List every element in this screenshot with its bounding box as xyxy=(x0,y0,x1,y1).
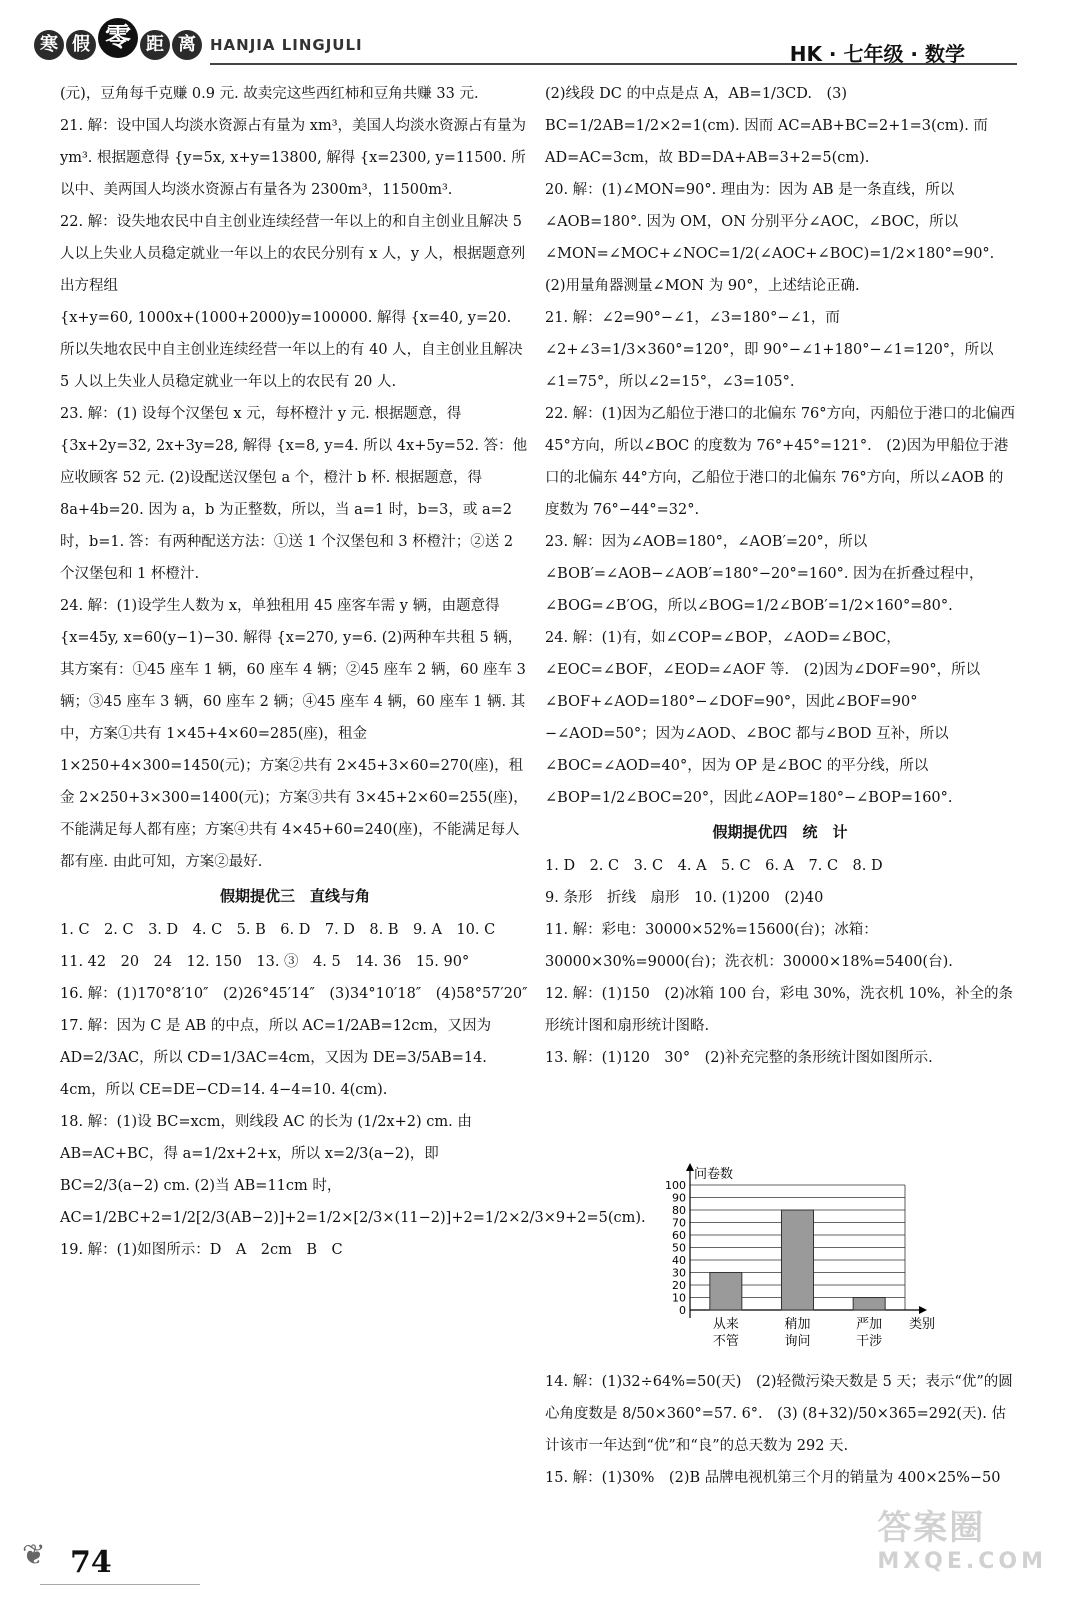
x-axis-arrow xyxy=(919,1306,927,1314)
answer-item: {x+y=60, 1000x+(1000+2000)y=100000. 解得 {x=40, y=20. 所以失地农民中自主创业连续经营一年以上的有 40 人，自主创业且解决 5 人以上失业人员稳定就业一年以上的农民有 20 人. xyxy=(60,310,523,390)
category-label: 干涉 xyxy=(856,1334,883,1349)
answer-item: (2)线段 DC 的中点是点 A，AB=1/3CD. (3) BC=1/2AB=1/2×2=1(cm). 因而 AC=AB+BC=2+1=3(cm). 而 AD=AC=3cm，故 BD=DA+AB=3+2=5(cm). xyxy=(545,86,988,166)
answer-item: 1. D 2. C 3. C 4. A 5. C 6. A 7. C 8. D xyxy=(545,858,883,874)
answer-item: 19. 解：(1)如图所示：D A 2cm B C xyxy=(60,1242,343,1258)
answer-item: 21. 解：设中国人均淡水资源占有量为 xm³，美国人均淡水资源占有量为 ym³. 根据题意得 {y=5x, x+y=13800, 解得 {x=2300, y=11500. 所以中、美两国人均淡水资源占有量各为 2300m³，11500m³. xyxy=(60,118,527,198)
brand-char: 假 xyxy=(66,30,96,60)
brand-char: 距 xyxy=(140,30,170,60)
answer-item: 18. 解：(1)设 BC=xcm，则线段 AC 的长为 (1/2x+2) cm. 由 AB=AC+BC，得 a=1/2x+2+x，所以 x=2/3(a−2)，即 BC=2/3(a−2) cm. (2)当 AB=11cm 时，AC=1/2BC+2=1/2[2/3(AB−2)]+2=1/2×[2/3×(11−2)]+2=1/2×2/3×9+2=5(cm). xyxy=(60,1114,646,1226)
bar xyxy=(710,1273,742,1311)
leaf-decoration-icon: ❦ xyxy=(22,1538,46,1571)
answer-item: 11. 解：彩电：30000×52%=15600(台)；冰箱：30000×30%=9000(台)；洗衣机：30000×18%=5400(台). xyxy=(545,922,953,970)
footer-divider xyxy=(40,1584,200,1585)
right-answer-column xyxy=(545,78,1015,1074)
brand-char: 零 xyxy=(98,18,138,58)
y-axis-label: 问卷数 xyxy=(694,1167,734,1182)
y-tick-label: 100 xyxy=(665,1179,686,1192)
page-header xyxy=(0,0,1077,72)
y-tick-label: 30 xyxy=(672,1266,686,1280)
answer-item: 15. 解：(1)30% (2)B 品牌电视机第三个月的销量为 400×25%−50 xyxy=(545,1470,1001,1486)
category-label: 从来 xyxy=(712,1317,739,1332)
grade-subject-label: HK · 七年级 · 数学 xyxy=(789,42,965,66)
header-divider xyxy=(210,63,1017,65)
watermark-text: 答案圈 xyxy=(877,1508,986,1548)
section-title: 假期提优四 统 计 xyxy=(712,823,848,841)
answer-item: 23. 解：因为∠AOB=180°，∠AOB′=20°，所以∠BOB′=∠AOB−∠AOB′=180°−20°=160°. 因为在折叠过程中，∠BOG=∠B′OG，所以∠BOG=1/2∠BOB′=1/2×160°=80°. xyxy=(545,534,984,614)
answer-item: 21. 解：∠2=90°−∠1，∠3=180°−∠1，而∠2+∠3=1/3×360°=120°，即 90°−∠1+180°−∠1=120°，所以∠1=75°，所以∠2=15°，∠3=105°. xyxy=(545,310,994,390)
category-label: 不管 xyxy=(712,1334,739,1349)
category-label: 严加 xyxy=(856,1317,883,1332)
y-tick-label: 20 xyxy=(672,1279,686,1292)
answer-item: 1. C 2. C 3. D 4. C 5. B 6. D 7. D 8. B 9. A 10. C xyxy=(60,922,496,938)
y-tick-label: 60 xyxy=(672,1229,686,1242)
page-number: 74 xyxy=(70,1545,112,1580)
y-tick-label: 40 xyxy=(672,1254,686,1267)
answer-item: 20. 解：(1)∠MON=90°. 理由为：因为 AB 是一条直线，所以∠AOB=180°. 因为 OM，ON 分别平分∠AOC，∠BOC，所以∠MON=∠MOC+∠NOC=1/2(∠AOC+∠BOC)=1/2×180°=90°. xyxy=(545,182,995,262)
answer-item: 24. 解：(1)有，如∠COP=∠BOP，∠AOD=∠BOC，∠EOC=∠BOF，∠EOD=∠AOF 等. (2)因为∠DOF=90°，所以∠BOF+∠AOD=180°−∠DOF=90°，因此∠BOF=90°−∠AOD=50°；因为∠AOD、∠BOC 都与∠BOD 互补，所以∠BOC=∠AOD=40°，因为 OP 是∠BOC 的平分线，所以∠BOP=1/2∠BOC=20°，因此∠AOP=180°−∠BOP=160°. xyxy=(545,630,981,806)
answer-item: 23. 解：(1) 设每个汉堡包 x 元，每杯橙汁 y 元. 根据题意，得 {3x+2y=32, 2x+3y=28, 解得 {x=8, y=4. 所以 4x+5y=52. 答：他应收顾客 52 元. (2)设配送汉堡包 a 个，橙汁 b 杯. 根据题意，得 8a+4b=20. 因为 a，b 为正整数，所以，当 a=1 时，b=3，或 a=2 时，b=1. 答：有两种配送方法：①送 1 个汉堡包和 3 杯橙汁；②送 2 个汉堡包和 1 杯橙汁. xyxy=(60,406,528,582)
brand-char: 离 xyxy=(172,30,202,60)
y-tick-label: 10 xyxy=(672,1291,686,1305)
answer-item: 22. 解：(1)因为乙船位于港口的北偏东 76°方向，丙船位于港口的北偏西 45°方向，所以∠BOC 的度数为 76°+45°=121°. (2)因为甲船位于港口的北偏东 44°方向，乙船位于港口的北偏东 76°方向，所以∠AOB 的度数为 76°−44°=32°. xyxy=(545,406,1016,518)
bar xyxy=(782,1210,814,1310)
right-answer-column-continued xyxy=(545,1366,1015,1494)
survey-bar-chart xyxy=(640,1160,940,1360)
answer-item: 12. 解：(1)150 (2)冰箱 100 台，彩电 30%，洗衣机 10%，补全的条形统计图和扇形统计图略. xyxy=(545,986,1013,1034)
brand-latin: HANJIA LINGJULI xyxy=(210,36,363,54)
brand-char: 寒 xyxy=(34,30,64,60)
category-label: 询问 xyxy=(784,1334,811,1349)
answer-item: 9. 条形 折线 扇形 10. (1)200 (2)40 xyxy=(545,890,824,906)
answer-item: 17. 解：因为 C 是 AB 的中点，所以 AC=1/2AB=12cm，又因为 AD=2/3AC，所以 CD=1/3AC=4cm，又因为 DE=3/5AB=14. 4cm，所以 CE=DE−CD=14. 4−4=10. 4(cm). xyxy=(60,1018,492,1098)
y-axis-arrow xyxy=(686,1163,694,1171)
answer-item: 13. 解：(1)120 30° (2)补充完整的条形统计图如图所示. xyxy=(545,1050,933,1066)
watermark-url: MXQE.COM xyxy=(877,1549,1047,1574)
bar xyxy=(853,1298,885,1311)
answer-item: 14. 解：(1)32÷64%=50(天) (2)轻微污染天数是 5 天；表示“优”的圆心角度数是 8/50×360°=57. 6°. (3) (8+32)/50×365=292(天). 估计该市一年达到“优”和“良”的总天数为 292 天. xyxy=(545,1374,1013,1454)
answer-item: 24. 解：(1)设学生人数为 x，单独租用 45 座客车需 y 辆，由题意得 {x=45y, x=60(y−1)−30. 解得 {x=270, y=6. (2)两种车共租 5 辆，其方案有：①45 座车 1 辆，60 座车 4 辆；②45 座车 2 辆，60 座车 3 辆；③45 座车 3 辆，60 座车 2 辆；④45 座车 4 辆，60 座车 1 辆. 其中，方案①共有 1×45+4×60=285(座)，租金 1×250+4×300=1450(元)；方案②共有 2×45+3×60=270(座)，租金 2×250+3×300=1400(元)；方案③共有 3×45+2×60=255(座)，不能满足每人都有座；方案④共有 4×45+60=240(座)，不能满足每人都有座. 由此可知，方案②最好. xyxy=(60,598,528,870)
y-tick-label: 50 xyxy=(672,1241,686,1255)
watermark xyxy=(877,1500,1047,1574)
answer-item: 22. 解：设失地农民中自主创业连续经营一年以上的和自主创业且解决 5 人以上失业人员稳定就业一年以上的农民分别有 x 人，y 人，根据题意列出方程组 xyxy=(60,214,526,294)
section-title: 假期提优三 直线与角 xyxy=(219,887,370,905)
category-label: 稍加 xyxy=(784,1317,811,1332)
brand-logo xyxy=(34,23,363,60)
y-tick-label: 90 xyxy=(672,1191,686,1205)
y-tick-label: 70 xyxy=(672,1216,686,1230)
answer-item: (2)用量角器测量∠MON 为 90°，上述结论正确. xyxy=(545,278,860,294)
answer-item: (元)，豆角每千克赚 0.9 元. 故卖完这些西红柿和豆角共赚 33 元. xyxy=(60,86,479,102)
answer-item: 16. 解：(1)170°8′10″ (2)26°45′14″ (3)34°10′18″ (4)58°57′20″ xyxy=(60,986,528,1002)
y-tick-label: 80 xyxy=(672,1204,686,1217)
y-tick-label: 0 xyxy=(679,1304,686,1317)
x-axis-label: 类别 xyxy=(909,1317,936,1332)
left-answer-column xyxy=(60,78,646,1266)
answer-item: 11. 42 20 24 12. 150 13. ③ 4. 5 14. 36 15. 90° xyxy=(60,954,470,970)
